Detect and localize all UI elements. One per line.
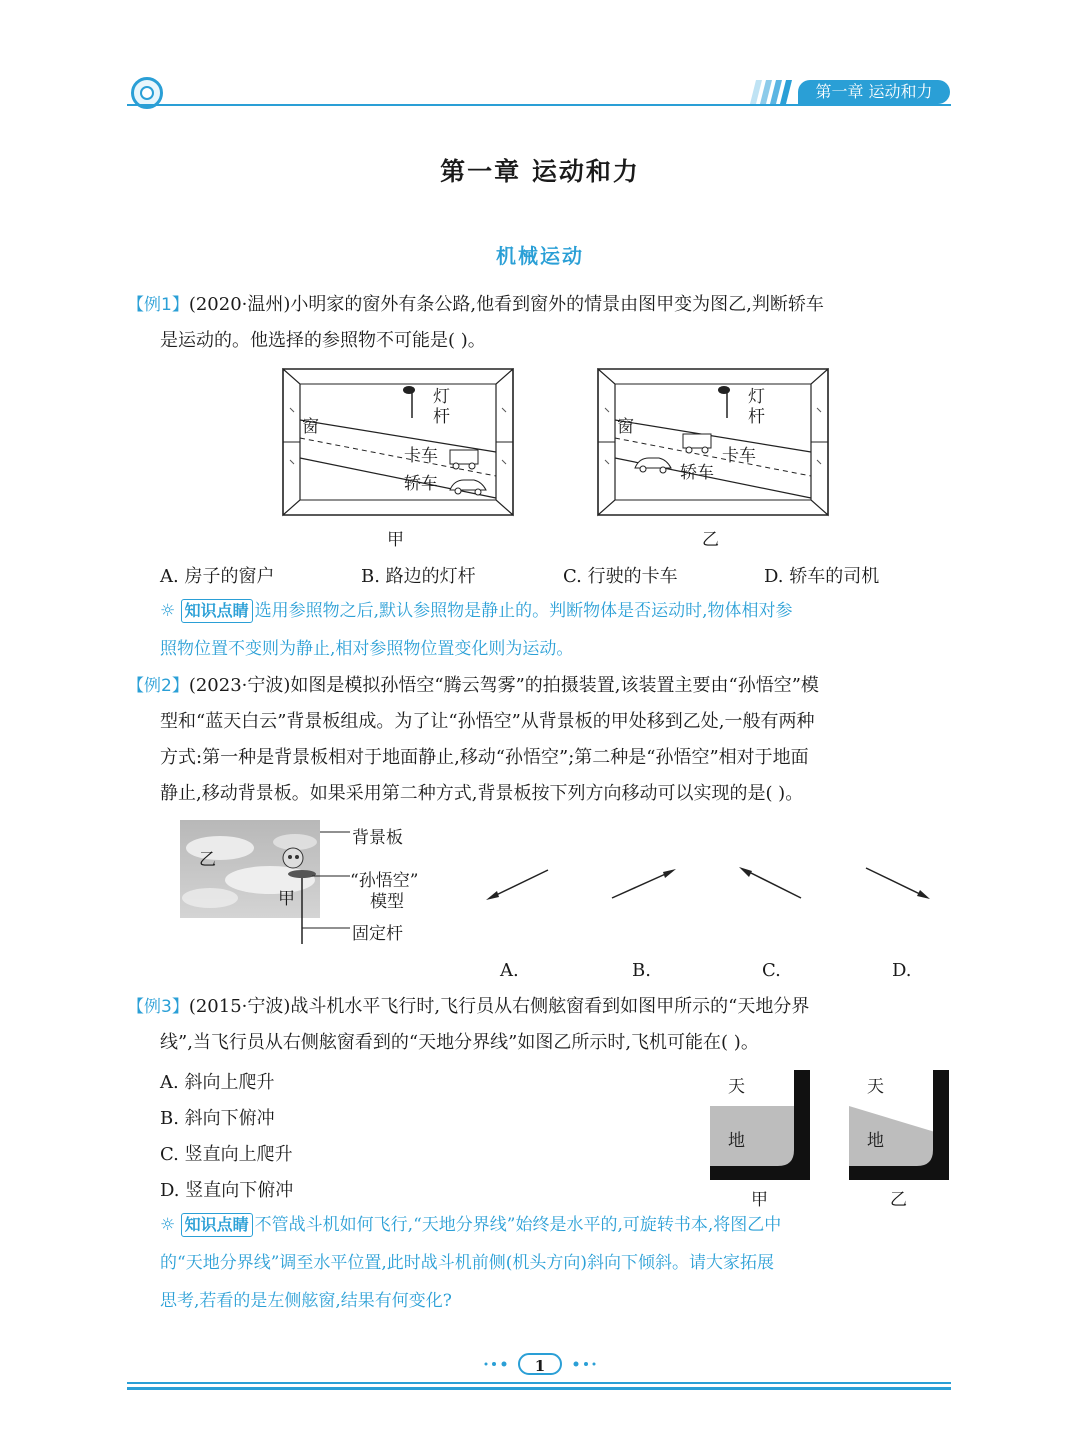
example-2-line: 方式:第一种是背景板相对于地面静止,移动“孙悟空”;第二种是“孙悟空”相对于地面 bbox=[160, 747, 809, 768]
footer-divider bbox=[127, 1382, 951, 1384]
label-sky: 天 bbox=[728, 1077, 745, 1097]
label-deng: 灯 bbox=[748, 387, 765, 407]
example-3-line: 线”,当飞行员从右侧舷窗看到的“天地分界线”如图乙所示时,飞机可能在( )。 bbox=[160, 1032, 759, 1053]
figure-window-yi bbox=[597, 368, 829, 518]
option-b: B. bbox=[632, 960, 651, 981]
option-c: C. bbox=[762, 960, 781, 981]
label-ground: 地 bbox=[728, 1131, 745, 1151]
label-car: 轿车 bbox=[404, 474, 438, 494]
option-b: B. 斜向下俯冲 bbox=[160, 1108, 275, 1129]
arrow-b-icon bbox=[606, 860, 686, 908]
hint-3 bbox=[160, 1206, 960, 1320]
hint-line: 思考,若看的是左侧舷窗,结果有何变化? bbox=[160, 1291, 452, 1311]
figure-caption-jia: 甲 bbox=[387, 530, 404, 550]
arrow-a-icon bbox=[480, 860, 560, 908]
figure-caption-yi: 乙 bbox=[890, 1190, 907, 1210]
example-2-tag: 【例2】 bbox=[127, 676, 189, 696]
hint-line: 照物位置不变则为静止,相对参照物位置变化则为运动。 bbox=[160, 639, 574, 659]
arrow-c-icon bbox=[733, 860, 813, 908]
example-1-text bbox=[127, 287, 957, 359]
option-c: C. 行驶的卡车 bbox=[563, 566, 678, 587]
chapter-tab: 第一章 运动和力 bbox=[798, 80, 950, 104]
figure-horizon-jia bbox=[708, 1070, 812, 1180]
label-ground: 地 bbox=[867, 1131, 884, 1151]
stripes-decoration bbox=[742, 80, 794, 104]
label-deng: 灯 bbox=[433, 387, 450, 407]
example-3-tag: 【例3】 bbox=[127, 997, 189, 1017]
hint-badge: 知识点睛 bbox=[181, 1213, 253, 1237]
header-divider bbox=[127, 104, 951, 106]
figure-caption-jia: 甲 bbox=[751, 1190, 768, 1210]
label-background-board: 背景板 bbox=[352, 828, 403, 848]
example-2-line: 型和“蓝天白云”背景板组成。为了让“孙悟空”从背景板的甲处移到乙处,一般有两种 bbox=[160, 711, 815, 732]
label-model: “孙悟空” bbox=[350, 871, 419, 891]
option-c: C. 竖直向上爬升 bbox=[160, 1144, 293, 1165]
label-chuang: 窗 bbox=[617, 417, 634, 437]
option-b: B. 路边的灯杆 bbox=[361, 566, 476, 587]
figure-horizon-yi bbox=[847, 1070, 951, 1180]
section-title: 机械运动 bbox=[496, 244, 584, 268]
page-number: 1 bbox=[518, 1353, 562, 1375]
lightbulb-icon: ☼ bbox=[160, 601, 176, 621]
figure-caption-yi: 乙 bbox=[702, 530, 719, 550]
label-truck: 卡车 bbox=[722, 446, 756, 466]
option-a: A. 斜向上爬升 bbox=[160, 1072, 275, 1093]
label-gan: 杆 bbox=[433, 407, 450, 427]
label-yi: 乙 bbox=[199, 850, 216, 870]
hint-1 bbox=[160, 592, 960, 668]
label-model: 模型 bbox=[370, 892, 404, 912]
hint-badge: 知识点睛 bbox=[181, 599, 253, 623]
label-car: 轿车 bbox=[680, 463, 714, 483]
option-d: D. 竖直向下俯冲 bbox=[160, 1180, 294, 1201]
label-chuang: 窗 bbox=[302, 417, 319, 437]
option-d: D. bbox=[892, 960, 912, 981]
example-2-line: (2023·宁波)如图是模拟孙悟空“腾云驾雾”的拍摄装置,该装置主要由“孙悟空”模 bbox=[188, 675, 819, 696]
example-2-text bbox=[127, 668, 957, 812]
example-2-line: 静止,移动背景板。如果采用第二种方式,背景板按下列方向移动可以实现的是( )。 bbox=[160, 783, 804, 804]
example-3-line: (2015·宁波)战斗机水平飞行时,飞行员从右侧舷窗看到如图甲所示的“天地分界 bbox=[188, 996, 810, 1017]
example-3-text bbox=[127, 989, 957, 1061]
hint-line: 的“天地分界线”调至水平位置,此时战斗机前侧(机头方向)斜向下倾斜。请大家拓展 bbox=[160, 1253, 775, 1273]
label-gan: 杆 bbox=[748, 407, 765, 427]
lightbulb-icon: ☼ bbox=[160, 1215, 176, 1235]
example-1-line: (2020·温州)小明家的窗外有条公路,他看到窗外的情景由图甲变为图乙,判断轿车 bbox=[188, 294, 824, 315]
label-fixed-rod: 固定杆 bbox=[352, 924, 403, 944]
label-jia: 甲 bbox=[278, 889, 295, 909]
figure-window-jia bbox=[282, 368, 514, 518]
hint-line: 不管战斗机如何飞行,“天地分界线”始终是水平的,可旋转书本,将图乙中 bbox=[254, 1215, 782, 1235]
example-1-line: 是运动的。他选择的参照物不可能是( )。 bbox=[160, 330, 486, 351]
option-d: D. 轿车的司机 bbox=[764, 566, 880, 587]
arrow-d-icon bbox=[860, 860, 940, 908]
option-a: A. bbox=[500, 960, 519, 981]
option-a: A. 房子的窗户 bbox=[160, 566, 275, 587]
label-truck: 卡车 bbox=[404, 446, 438, 466]
page-title: 第一章 运动和力 bbox=[440, 157, 640, 186]
hint-line: 选用参照物之后,默认参照物是静止的。判断物体是否运动时,物体相对参 bbox=[254, 601, 793, 621]
example-1-tag: 【例1】 bbox=[127, 295, 189, 315]
footer-divider bbox=[127, 1387, 951, 1390]
label-sky: 天 bbox=[867, 1077, 884, 1097]
